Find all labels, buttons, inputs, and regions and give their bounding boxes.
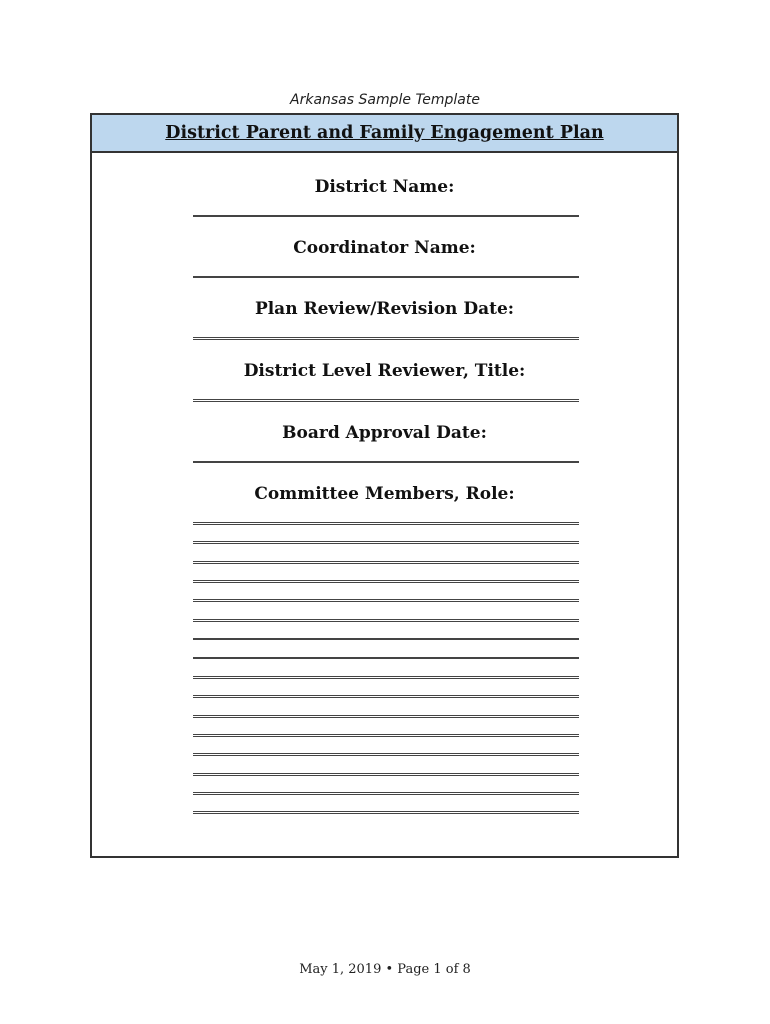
district-reviewer-line[interactable] xyxy=(193,399,579,402)
plan-review-date-line[interactable] xyxy=(193,337,579,340)
committee-member-line[interactable] xyxy=(193,599,579,602)
committee-member-line[interactable] xyxy=(193,522,579,525)
committee-member-line[interactable] xyxy=(193,773,579,776)
plan-review-date-label: Plan Review/Revision Date: xyxy=(254,299,515,319)
form-frame xyxy=(90,113,679,858)
coordinator-name-label: Coordinator Name: xyxy=(293,238,476,258)
committee-member-line[interactable] xyxy=(193,541,579,544)
committee-member-line[interactable] xyxy=(193,792,579,795)
committee-member-line[interactable] xyxy=(193,676,579,679)
committee-member-line[interactable] xyxy=(193,715,579,718)
committee-member-line[interactable] xyxy=(193,811,579,814)
form-title: District Parent and Family Engagement Plan xyxy=(165,123,604,143)
title-bar xyxy=(92,115,677,153)
committee-member-line[interactable] xyxy=(193,734,579,737)
committee-member-line[interactable] xyxy=(193,657,579,659)
coordinator-name-line[interactable] xyxy=(193,276,579,278)
committee-member-line[interactable] xyxy=(193,695,579,698)
committee-member-line[interactable] xyxy=(193,580,579,583)
board-approval-date-line[interactable] xyxy=(193,461,579,463)
committee-member-line[interactable] xyxy=(193,561,579,564)
committee-member-line[interactable] xyxy=(193,638,579,640)
district-reviewer-label: District Level Reviewer, Title: xyxy=(243,361,526,381)
committee-members-label: Committee Members, Role: xyxy=(254,484,515,504)
district-name-line[interactable] xyxy=(193,215,579,217)
page-footer: May 1, 2019 • Page 1 of 8 xyxy=(299,962,471,977)
document-header: Arkansas Sample Template xyxy=(290,92,480,108)
committee-member-line[interactable] xyxy=(193,619,579,622)
committee-member-line[interactable] xyxy=(193,753,579,756)
board-approval-date-label: Board Approval Date: xyxy=(282,423,487,443)
district-name-label: District Name: xyxy=(314,177,455,197)
